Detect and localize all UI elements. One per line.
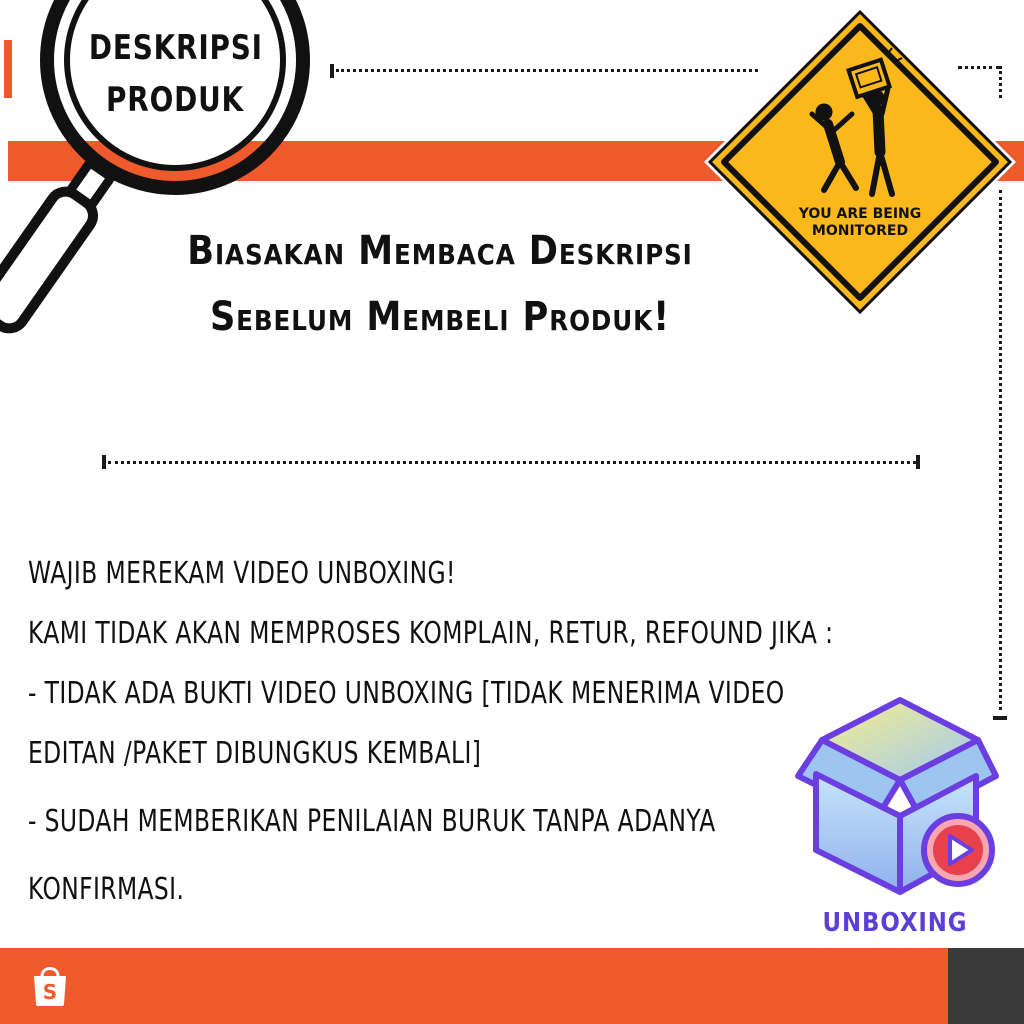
- shopping-bag-icon: [30, 964, 70, 1008]
- headline: [141, 218, 739, 350]
- magnifier-label-line2: PRODUK: [106, 80, 244, 120]
- unboxing-label: UNBOXING: [822, 908, 968, 938]
- magnifier-label: [89, 22, 261, 126]
- terms-line-1: WAJIB MEREKAM VIDEO UNBOXING!: [28, 556, 456, 591]
- terms-line-2: KAMI TIDAK AKAN MEMPROSES KOMPLAIN, RETUR, REFOUND JIKA :: [28, 616, 834, 651]
- divider-cap: [102, 455, 106, 469]
- headline-line1: Biasakan Membaca Deskripsi: [187, 228, 693, 274]
- terms-text: [28, 548, 834, 924]
- dotted-divider: [108, 461, 916, 464]
- unboxing-box-icon: [790, 690, 1002, 902]
- connector-cap: [330, 64, 334, 78]
- warning-sign-icon: [700, 2, 1020, 322]
- sign-text-line2: MONITORED: [811, 223, 909, 239]
- dotted-connector-top: [336, 69, 758, 72]
- magnifier-label-line1: DESKRIPSI: [88, 28, 263, 68]
- terms-line-5: - SUDAH MEMBERIKAN PENILAIAN BURUK TANPA ADANYA: [28, 804, 716, 839]
- footer-bar: [0, 948, 948, 1024]
- terms-line-6: KONFIRMASI.: [28, 872, 185, 907]
- sign-text-line1: YOU ARE BEING: [798, 206, 922, 222]
- shop-glyph: S: [42, 980, 58, 1004]
- headline-line2: Sebelum Membeli Produk!: [209, 294, 671, 340]
- footer-corner: [948, 948, 1024, 1024]
- terms-line-3: - TIDAK ADA BUKTI VIDEO UNBOXING [TIDAK MENERIMA VIDEO: [28, 676, 785, 711]
- terms-line-4: EDITAN /PAKET DIBUNGKUS KEMBALI]: [28, 736, 482, 771]
- divider-cap: [916, 455, 920, 469]
